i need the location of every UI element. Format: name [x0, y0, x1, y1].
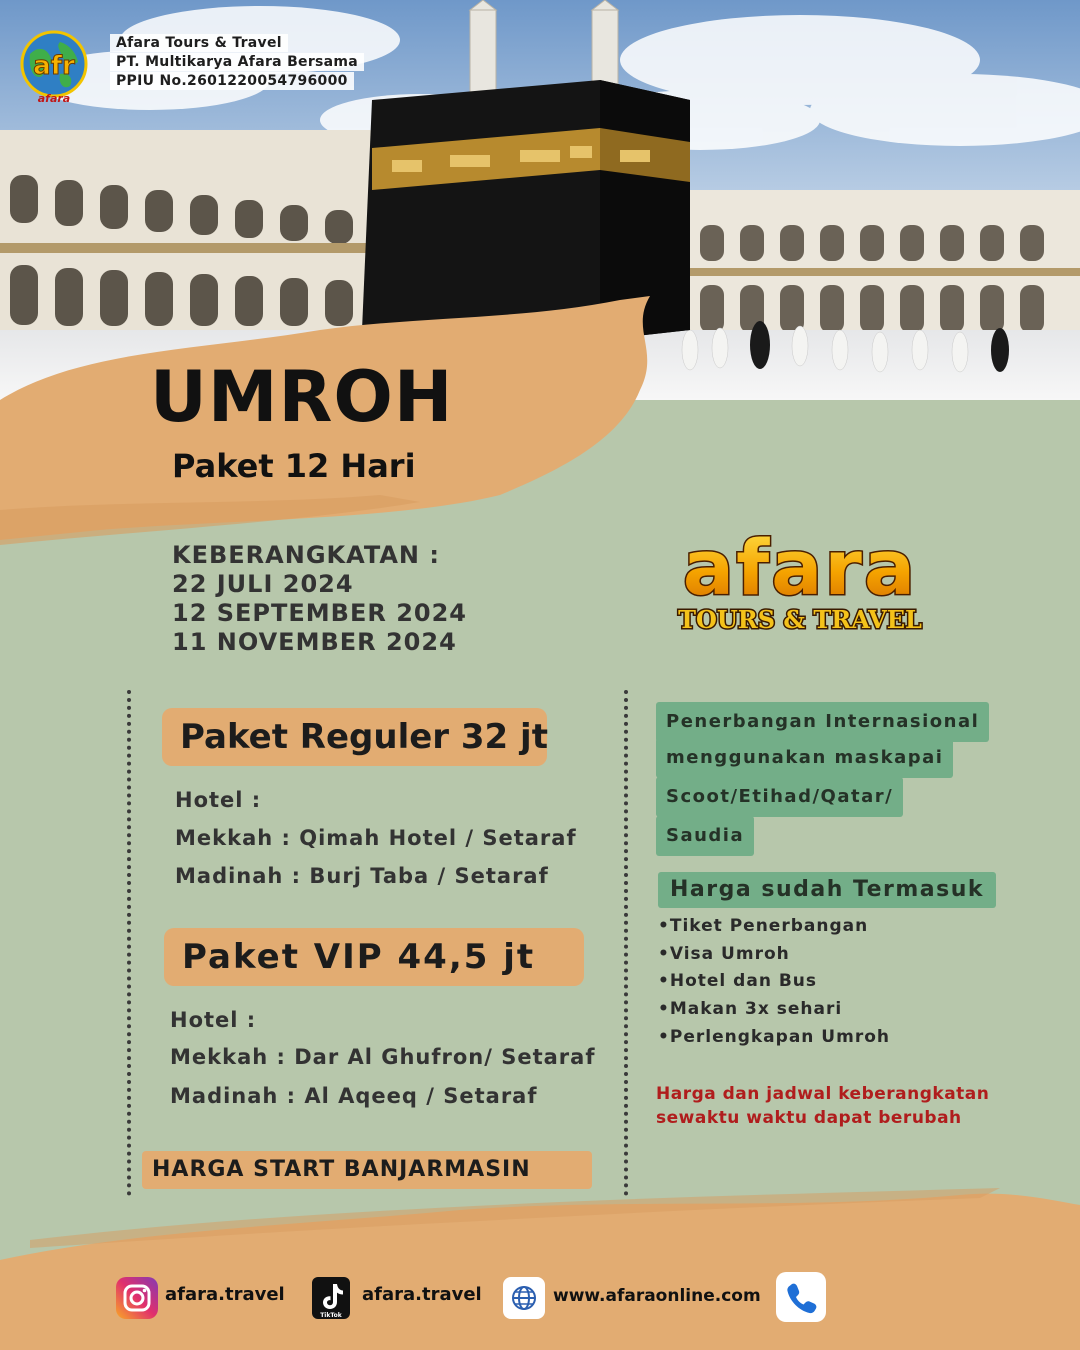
tiktok-handle[interactable]: afara.travel: [362, 1284, 482, 1305]
afara-wordmark: [660, 530, 940, 640]
disclaimer-line: sewaktu waktu dapat berubah: [656, 1108, 962, 1128]
package-reguler-title: Paket Reguler 32 jt: [162, 708, 547, 766]
package-reguler-madinah-hotel: Madinah : Burj Taba / Setaraf: [175, 864, 549, 888]
departure-label: KEBERANGKATAN :: [172, 541, 440, 569]
globe-icon[interactable]: [503, 1277, 545, 1319]
left-dotted-divider: [127, 690, 131, 1196]
departure-date: 11 NOVEMBER 2024: [172, 628, 457, 656]
logo-caption: afara: [37, 92, 71, 104]
includes-heading: Harga sudah Termasuk: [658, 872, 996, 908]
flight-info-line: menggunakan maskapai: [656, 738, 953, 778]
include-item: •Visa Umroh: [658, 944, 790, 964]
company-logo: [16, 28, 92, 104]
tan-brush-stroke-bottom: [0, 1180, 1080, 1350]
phone-icon[interactable]: [776, 1272, 826, 1322]
package-vip-hotel-label: Hotel :: [170, 1008, 257, 1032]
company-license: PPIU No.2601220054796000: [110, 72, 354, 90]
package-vip-title: Paket VIP 44,5 jt: [164, 928, 584, 986]
website-link[interactable]: www.afaraonline.com: [553, 1286, 761, 1306]
instagram-handle[interactable]: afara.travel: [165, 1284, 285, 1305]
logo-monogram: afr: [33, 51, 75, 81]
afara-brand-logo: [660, 530, 940, 640]
company-name: Afara Tours & Travel: [110, 34, 288, 52]
start-city-banner: HARGA START BANJARMASIN: [142, 1151, 592, 1189]
disclaimer-line: Harga dan jadwal keberangkatan: [656, 1084, 990, 1104]
flight-info-line: Penerbangan Internasional: [656, 702, 989, 742]
include-item: •Perlengkapan Umroh: [658, 1027, 890, 1047]
package-vip-madinah-hotel: Madinah : Al Aqeeq / Setaraf: [170, 1084, 538, 1108]
company-legal-name: PT. Multikarya Afara Bersama: [110, 53, 364, 71]
center-dotted-divider: [624, 690, 628, 1196]
page-title: UMROH: [150, 356, 454, 438]
package-reguler-hotel-label: Hotel :: [175, 788, 262, 812]
afara-tagline: TOURS & TRAVEL: [678, 605, 922, 634]
flight-info-line: Saudia: [656, 816, 754, 856]
afara-word: afara: [682, 530, 918, 612]
include-item: •Tiket Penerbangan: [658, 916, 869, 936]
package-reguler-mekkah-hotel: Mekkah : Qimah Hotel / Setaraf: [175, 826, 577, 850]
globe-logo-icon: [16, 28, 92, 104]
tiktok-icon[interactable]: [312, 1277, 350, 1319]
departure-date: 22 JULI 2024: [172, 570, 354, 598]
package-vip-mekkah-hotel: Mekkah : Dar Al Ghufron/ Setaraf: [170, 1045, 596, 1069]
instagram-icon[interactable]: [116, 1277, 158, 1319]
departure-date: 12 SEPTEMBER 2024: [172, 599, 467, 627]
page-subtitle: Paket 12 Hari: [172, 447, 416, 485]
flight-info-line: Scoot/Etihad/Qatar/: [656, 777, 903, 817]
include-item: •Hotel dan Bus: [658, 971, 818, 991]
tiktok-caption: TikTok: [320, 1312, 342, 1319]
include-item: •Makan 3x sehari: [658, 999, 843, 1019]
